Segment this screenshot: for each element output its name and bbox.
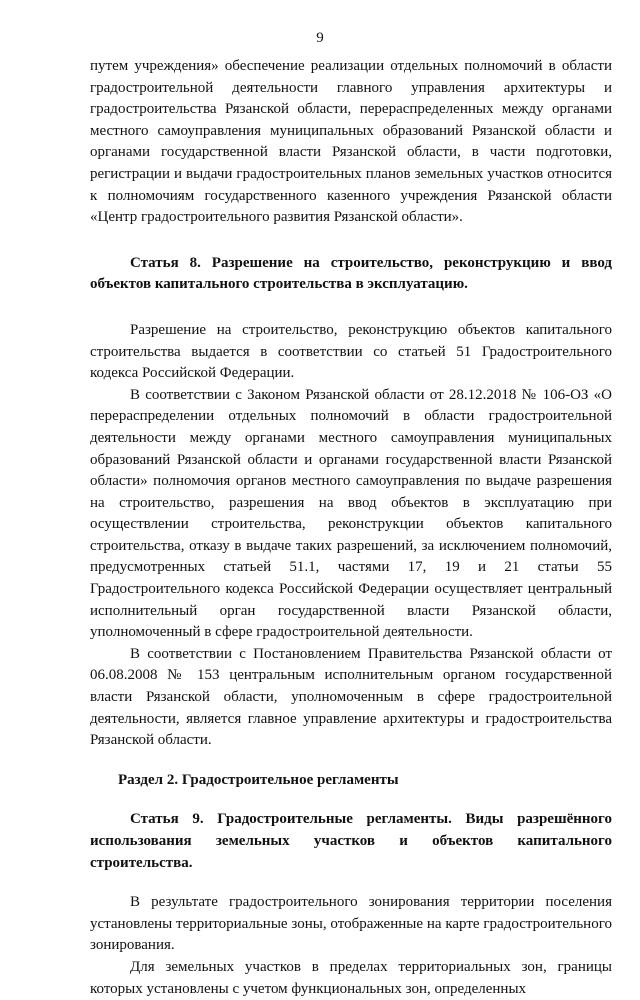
paragraph-resolution-153: В соответствии с Постановлением Правительства Рязанской области от 06.08.2008 № 153 центральным исполнительным органом государственной власти Рязанской области, уполномоченным в сфере градостроительной деятельности, является главное управление архитектуры и градостроительства Рязанской области. xyxy=(90,645,612,749)
paragraph-law-106: В соответствии с Законом Рязанской области от 28.12.2018 № 106-ОЗ «О перераспределении отдельных полномочий в области градостроительной деятельности между органами местного самоуправления муниципальных образований Рязанской области и органами государственной власти Рязанской области» полномочия органов местного самоуправления по выдаче разрешения на строительство, разрешения на ввод объектов в эксплуатацию при осуществлении строительства, реконструкции объектов капитального строительства, отказу в выдаче таких разрешений, за исключением полномочий, предусмотренных статьей 51.1, частями 17, 19 и 21 статьи 55 Градостроительного кодекса Российской Федерации осуществляет центральный исполнительный орган государственной власти Рязанской области, уполномоченный в сфере градостроительной деятельности. xyxy=(90,386,612,641)
spacer xyxy=(90,791,612,809)
paragraph-continuation: путем учреждения» обеспечение реализации отдельных полномочий в области градостроительной деятельности главного управления архитектуры и градостроительства Рязанской области, перераспределенных между органами местного самоуправления муниципальных образований Рязанской области и органами государственной власти Рязанской области, в части подготовки, регистрации и выдачи градостроительных планов земельных участков относится к полномочиям государственного казенного учреждения Рязанской области «Центр градостроительного развития Рязанской области». xyxy=(90,58,612,226)
paragraph-land-plots: Для земельных участков в пределах территориальных зон, границы которых установлены с учетом функциональных зон, определенных xyxy=(90,958,612,997)
section-2-heading: Раздел 2. Градостроительное регламенты xyxy=(118,771,399,788)
article-8-heading: Статья 8. Разрешение на строительство, реконструкцию и ввод объектов капитального строительства в эксплуатацию. xyxy=(90,254,612,293)
paragraph-building-permit: Разрешение на строительство, реконструкцию объектов капитального строительства выдается в соответствии со статьей 51 Градостроительного кодекса Российской Федерации. xyxy=(90,321,612,382)
spacer xyxy=(90,752,612,770)
page-number: 9 xyxy=(316,30,324,46)
article-9-heading: Статья 9. Градостроительные регламенты. Виды разрешённого использования земельных участков и объектов капитального строительства. xyxy=(90,811,612,871)
spacer xyxy=(90,296,612,320)
spacer xyxy=(90,874,612,892)
document-body xyxy=(90,56,612,1000)
paragraph-zoning: В результате градостроительного зонирования территории поселения установлены территориальные зоны, отображенные на карте градостроительного зонирования. xyxy=(90,894,612,954)
spacer xyxy=(90,229,612,253)
